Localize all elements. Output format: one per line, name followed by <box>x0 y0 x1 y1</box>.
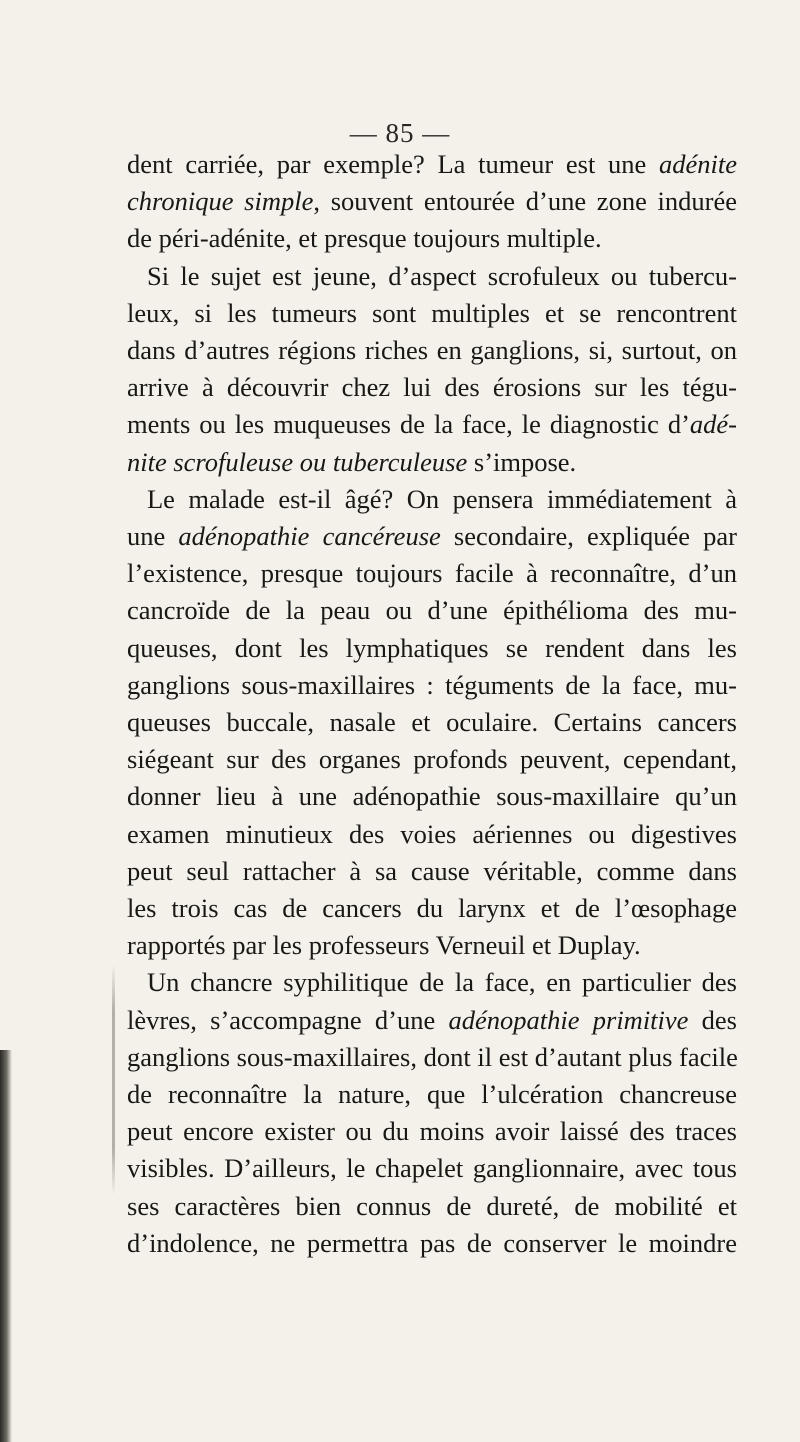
text-line <box>127 1042 737 1072</box>
text-line <box>127 149 737 179</box>
text-segment: lèvres, s’accompagne d’une <box>127 1004 449 1035</box>
text-line <box>127 707 737 737</box>
text-line <box>127 1079 737 1109</box>
text-line <box>127 186 737 216</box>
text-segment: d’indolence, ne permettra pas de conserver le moindre <box>127 1227 737 1258</box>
text-segment: ganglions sous-maxillaires, dont il est d’autant plus facile <box>127 1041 738 1072</box>
text-line <box>127 409 737 439</box>
text-line <box>127 1191 737 1221</box>
text-segment: donner lieu à une adénopathie sous-maxillaire qu’un <box>127 781 737 812</box>
italic-term: adénite <box>659 149 737 179</box>
text-segment: une <box>127 521 179 551</box>
text-line <box>127 1116 737 1146</box>
text-segment: peut seul rattacher à sa cause véritable, comme dans <box>127 855 737 886</box>
text-segment: leux, si les tumeurs sont multiples et se rencontrent <box>127 297 737 328</box>
text-segment: ganglions sous-maxillaires : téguments de la face, mu- <box>127 669 737 700</box>
text-segment: Un chancre syphilitique de la face, en particulier des <box>147 967 737 998</box>
text-line <box>127 856 737 886</box>
text-line <box>127 1005 737 1035</box>
text-line <box>127 223 737 253</box>
page-edge-shadow <box>112 965 115 1195</box>
italic-term: adénopathie primitive <box>448 1004 689 1035</box>
text-segment: des <box>688 1004 737 1035</box>
text-line <box>147 484 737 514</box>
text-line <box>127 558 737 588</box>
italic-term: adénopathie cancéreuse <box>178 521 441 551</box>
text-line <box>147 967 737 997</box>
text-segment: dent carriée, par exemple? La tumeur est une <box>127 149 659 179</box>
text-segment: ses caractères bien connus de dureté, de mobilité et <box>127 1190 737 1221</box>
text-line <box>127 298 737 328</box>
text-line <box>127 670 737 700</box>
text-segment: l’existence, presque toujours facile à reconnaître, d’un <box>127 558 737 589</box>
italic-term: chronique simple <box>127 186 314 217</box>
text-segment: Le malade est-il âgé? On pensera immédiatement à <box>147 483 737 514</box>
text-segment: les trois cas de cancers du larynx et de l’œsophage <box>127 893 737 923</box>
text-segment: examen minutieux des voies aériennes ou digestives <box>127 818 737 849</box>
text-line <box>127 1228 737 1258</box>
text-segment: cancroïde de la peau ou d’une épithélioma des mu- <box>127 595 737 626</box>
text-line <box>147 261 737 291</box>
text-segment: queuses, dont les lymphatiques se rendent dans les <box>127 632 737 663</box>
text-segment: peut encore exister ou du moins avoir laissé des traces <box>127 1116 737 1147</box>
text-line <box>127 930 737 960</box>
page-number: — 85 — <box>349 118 451 148</box>
text-segment: secondaire, expliquée par <box>440 521 738 551</box>
text-segment: de reconnaître la nature, que l’ulcération chancreuse <box>127 1079 737 1109</box>
text-line <box>127 893 737 923</box>
italic-term: adé- <box>689 409 737 440</box>
text-line <box>127 372 737 402</box>
italic-term: nite scrofuleuse ou tuberculeuse <box>127 446 468 477</box>
text-line <box>127 633 737 663</box>
text-line <box>127 1153 737 1183</box>
text-segment: visibles. D’ailleurs, le chapelet ganglionnaire, avec tous <box>127 1153 737 1184</box>
text-line <box>127 744 737 774</box>
text-segment: ments ou les muqueuses de la face, le diagnostic d’ <box>127 409 690 440</box>
text-segment: s’impose. <box>467 446 577 477</box>
text-segment: siégeant sur des organes profonds peuvent, cependant, <box>127 744 737 775</box>
text-segment: rapportés par les professeurs Verneuil et Duplay. <box>127 930 641 961</box>
text-line <box>127 447 737 477</box>
text-line <box>127 335 737 365</box>
text-line <box>127 819 737 849</box>
text-segment: , souvent entourée d’une zone indurée <box>313 186 737 217</box>
binding-edge <box>0 1050 12 1442</box>
text-line <box>127 521 737 551</box>
text-line <box>127 595 737 625</box>
text-line <box>127 781 737 811</box>
text-segment: queuses buccale, nasale et oculaire. Certains cancers <box>127 707 737 737</box>
text-segment: de péri-adénite, et presque toujours multiple. <box>127 223 602 254</box>
text-segment: arrive à découvrir chez lui des érosions sur les tégu- <box>127 372 737 403</box>
text-segment: dans d’autres régions riches en ganglions, si, surtout, on <box>127 335 737 365</box>
text-segment: Si le sujet est jeune, d’aspect scrofuleux ou tubercu- <box>147 260 737 291</box>
